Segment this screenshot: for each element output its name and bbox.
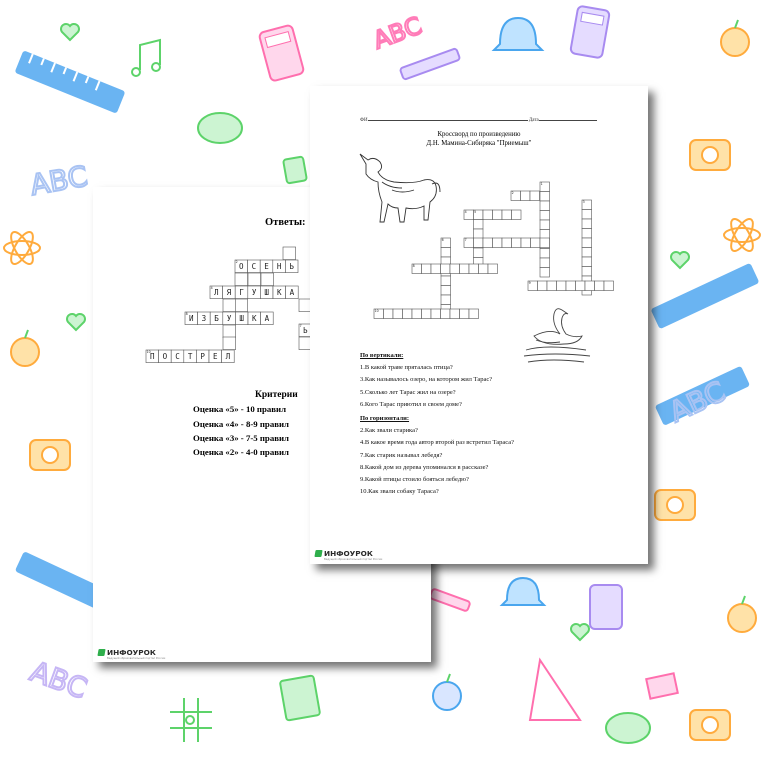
svg-text:Ь: Ь <box>289 262 294 272</box>
answer-cell <box>223 286 236 299</box>
horizontal-clue: 9.Какой птицы стоило бояться лебедю? <box>360 476 469 484</box>
crossword-cell <box>412 264 422 274</box>
svg-text:О: О <box>162 352 168 362</box>
svg-text:О: О <box>239 262 244 272</box>
crossword-cell <box>493 210 503 220</box>
crossword-cell <box>393 309 403 319</box>
palette-icon <box>198 113 242 143</box>
answer-cell <box>235 312 248 325</box>
svg-text:Л: Л <box>214 288 219 298</box>
crossword-cell <box>511 191 521 201</box>
crossword-cell <box>540 258 550 268</box>
crossword-cell <box>582 238 592 248</box>
crossword-cell <box>582 200 592 210</box>
answer-cell <box>235 286 248 299</box>
crossword-cell <box>595 281 605 291</box>
crossword-cell <box>488 264 498 274</box>
horizontal-heading: По горизонтали: <box>360 415 410 422</box>
atom-icon <box>4 229 40 267</box>
crossword-cell <box>464 238 474 248</box>
answer-cell <box>235 260 248 273</box>
answer-cell <box>273 286 286 299</box>
horizontal-clue: 8.Какой дом из дерева упоминался в рассказе? <box>360 463 489 471</box>
svg-text:2: 2 <box>235 260 238 265</box>
crossword-cell <box>540 249 550 259</box>
criteria-line: Оценка «5» - 10 правил <box>193 404 287 415</box>
svg-text:Ш: Ш <box>239 314 244 324</box>
svg-text:8: 8 <box>185 312 188 317</box>
svg-text:4: 4 <box>210 286 213 291</box>
crossword-cell <box>441 248 451 258</box>
crossword-cell <box>528 281 538 291</box>
crossword-page <box>310 86 648 564</box>
svg-text:Г: Г <box>239 288 244 298</box>
crossword-cell <box>540 201 550 211</box>
horizontal-clue: 10.Как звали собаку Тараса? <box>360 488 439 496</box>
abc-doodle-icon: ABC <box>664 374 731 429</box>
crossword-cell <box>441 264 451 274</box>
answer-cell <box>196 350 209 363</box>
book-icon <box>283 156 307 183</box>
svg-text:10: 10 <box>146 350 151 355</box>
answer-cell <box>146 350 159 363</box>
svg-text:8: 8 <box>412 264 415 269</box>
crossword-cell <box>540 182 550 192</box>
calculator-icon <box>590 585 622 629</box>
svg-text:6: 6 <box>441 238 444 243</box>
horizontal-clue: 4.В какое время года автор второй раз встретил Тараса? <box>360 439 515 447</box>
crossword-cell <box>474 220 484 230</box>
svg-text:7: 7 <box>299 324 302 329</box>
crossword-cell <box>540 211 550 221</box>
crossword-cell <box>483 210 493 220</box>
crossword-cell <box>512 238 522 248</box>
answer-cell <box>223 325 236 338</box>
calculator-icon <box>259 25 305 82</box>
svg-text:4: 4 <box>464 210 467 215</box>
svg-text:Е: Е <box>264 262 269 272</box>
answer-cell <box>248 286 261 299</box>
abc-doodle-icon: ABC <box>27 159 90 202</box>
criteria-title: Критерии <box>255 390 298 400</box>
crossword-cell <box>422 264 432 274</box>
answer-cell <box>210 312 223 325</box>
svg-text:С: С <box>251 262 257 272</box>
vertical-heading: По вертикали: <box>360 352 404 359</box>
apple-icon <box>11 330 39 366</box>
answer-cell <box>171 350 184 363</box>
heart-icon <box>671 252 689 268</box>
crossword-cell <box>474 229 484 239</box>
atom-icon <box>724 216 760 254</box>
crossword-cell <box>441 276 451 286</box>
envelope-icon <box>646 673 678 698</box>
crossword-cell <box>431 264 441 274</box>
criteria-line: Оценка «3» - 7-5 правил <box>193 432 289 443</box>
svg-text:К: К <box>252 314 257 324</box>
criteria-line: Оценка «2» - 4-0 правил <box>193 447 289 458</box>
inforurok-logo-icon <box>97 649 105 656</box>
vertical-clue: 3.Как называлось озеро, на котором жил Тарас? <box>360 376 493 384</box>
apple-icon <box>433 674 461 710</box>
svg-text:Р: Р <box>200 352 205 362</box>
svg-text:А: А <box>264 314 270 324</box>
apple-icon <box>721 20 749 56</box>
crossword-title: Кроссворд по произведению Д.Н. Мамина-Сибиряка "Приемыш" <box>426 131 532 147</box>
svg-text:5: 5 <box>474 210 477 215</box>
crossword-cell <box>469 264 479 274</box>
book-icon <box>280 675 320 720</box>
svg-text:7: 7 <box>464 238 467 243</box>
answer-cell <box>248 273 261 286</box>
camera-icon <box>690 140 730 170</box>
crossword-cell <box>441 286 451 296</box>
answer-cell <box>235 273 248 286</box>
camera-icon <box>690 710 730 740</box>
answer-cell <box>223 337 236 350</box>
svg-text:9: 9 <box>528 281 531 286</box>
svg-text:У: У <box>251 288 257 298</box>
ruler-icon <box>651 263 760 329</box>
answer-cell <box>283 247 296 260</box>
crossword-cell <box>582 229 592 239</box>
crossword-cell <box>582 219 592 229</box>
crossword-cell <box>374 309 384 319</box>
heart-icon <box>571 624 589 640</box>
apple-icon <box>728 596 756 632</box>
answer-cell <box>223 312 236 325</box>
answer-cell <box>260 260 273 273</box>
svg-text:Н: Н <box>276 262 282 272</box>
crossword-cell <box>460 264 470 274</box>
set-square-icon <box>530 660 580 720</box>
svg-text:А: А <box>289 288 295 298</box>
vertical-clue: 6.Кого Тарас приютил в своем доме? <box>360 400 462 408</box>
svg-text:1: 1 <box>540 182 543 187</box>
abc-doodle-icon: ABC <box>369 11 426 55</box>
answer-cell <box>184 350 197 363</box>
crossword-cell <box>502 238 512 248</box>
bell-icon <box>502 578 544 605</box>
inforurok-logo-icon <box>314 550 322 557</box>
crossword-cell <box>441 238 451 248</box>
crossword-cell <box>460 309 470 319</box>
svg-text:У: У <box>226 314 232 324</box>
ruler-icon <box>15 50 126 113</box>
svg-text:К: К <box>277 288 282 298</box>
crossword-cell <box>540 268 550 278</box>
crossword-cell <box>540 238 550 248</box>
answer-cell <box>248 312 261 325</box>
crossword-cell <box>493 238 503 248</box>
answer-cell <box>185 312 198 325</box>
crossword-cell <box>450 309 460 319</box>
horizontal-clue: 2.Как звали старика? <box>360 427 418 435</box>
crossword-cell <box>585 281 595 291</box>
crossword-cell <box>582 267 592 277</box>
answer-cell <box>210 286 223 299</box>
heart-icon <box>61 24 79 40</box>
crossword-cell <box>441 295 451 305</box>
crossword-cell <box>521 238 531 248</box>
answers-title: Ответы: <box>265 217 306 228</box>
crossword-cell <box>512 210 522 220</box>
svg-text:Л: Л <box>225 352 231 362</box>
svg-text:И: И <box>189 314 194 324</box>
crossword-cell <box>479 264 489 274</box>
svg-text:З: З <box>201 314 207 324</box>
crossword-cell <box>384 309 394 319</box>
crossword-cell <box>604 281 614 291</box>
answer-cell <box>248 260 261 273</box>
answer-cell <box>198 312 211 325</box>
camera-icon <box>30 440 70 470</box>
crossword-cell <box>582 248 592 258</box>
svg-text:10: 10 <box>374 309 379 314</box>
abc-doodle-icon: ABC <box>25 654 92 706</box>
crossword-cell <box>431 309 441 319</box>
crossword-cell <box>474 238 484 248</box>
vertical-clue: 1.В какой траве пряталась птица? <box>360 364 453 372</box>
crossword-cell <box>530 191 540 201</box>
crossword-cell <box>464 210 477 220</box>
crossword-cell <box>441 309 451 319</box>
crossword-cell <box>474 210 484 220</box>
palette-icon <box>606 713 650 743</box>
crossword-cell <box>469 309 479 319</box>
crossword-cell <box>566 281 576 291</box>
crossword-cell <box>576 281 586 291</box>
horizontal-clue: 7.Как старик называл лебедя? <box>360 451 443 459</box>
answer-cell <box>235 299 248 312</box>
svg-text:3: 3 <box>582 200 585 205</box>
svg-text:С: С <box>175 352 180 362</box>
crossword-cell <box>582 257 592 267</box>
pencil-icon <box>400 48 460 80</box>
answer-cell <box>261 312 274 325</box>
svg-text:Я: Я <box>226 288 232 298</box>
criteria-line: Оценка «4» - 8-9 правил <box>193 418 289 429</box>
crossword-cell <box>547 281 557 291</box>
crossword-cell <box>540 192 550 202</box>
heart-icon <box>67 314 85 330</box>
crossword-cell <box>502 210 512 220</box>
svg-text:Б: Б <box>214 314 219 324</box>
crossword-cell <box>557 281 567 291</box>
bell-icon <box>494 18 542 50</box>
answer-cell <box>222 350 235 363</box>
svg-text:2: 2 <box>511 191 514 196</box>
crossword-cell <box>422 309 432 319</box>
calculator-icon <box>570 6 610 59</box>
pencil-icon <box>429 588 470 611</box>
crossword-cell <box>521 191 531 201</box>
answer-cell <box>223 299 236 312</box>
crossword-cell <box>531 238 541 248</box>
svg-text:Ш: Ш <box>264 288 269 298</box>
answer-cell <box>273 260 286 273</box>
answer-cell <box>285 260 298 273</box>
svg-text:Т: Т <box>187 352 193 362</box>
music-note-icon <box>132 40 160 76</box>
horizontal-clues <box>360 413 630 498</box>
crossword-cell <box>412 309 422 319</box>
crossword-cell <box>540 220 550 230</box>
crossword-cell <box>474 248 484 258</box>
svg-text:Ь: Ь <box>303 326 308 336</box>
answer-cell <box>261 273 274 286</box>
svg-text:П: П <box>150 352 155 362</box>
tic-tac-toe-icon <box>170 698 212 742</box>
camera-icon <box>655 490 695 520</box>
crossword-cell <box>540 230 550 240</box>
answer-cell <box>286 286 299 299</box>
crossword-cell <box>403 309 413 319</box>
answer-cell <box>159 350 172 363</box>
vertical-clues <box>360 350 630 411</box>
header-fio-date: ФИ Дата <box>360 118 625 123</box>
inforurok-logo: ИНФОУРОК Ведущий образовательный портал России <box>98 648 156 657</box>
answer-cell <box>260 286 273 299</box>
crossword-cell <box>582 210 592 220</box>
vertical-clue: 5.Сколько лет Тарас жил на озере? <box>360 388 456 396</box>
crossword-cell <box>450 264 460 274</box>
svg-text:Е: Е <box>213 352 218 362</box>
answer-cell <box>209 350 222 363</box>
crossword-cell <box>483 238 493 248</box>
inforurok-logo: ИНФОУРОК Ведущий образовательный портал России <box>315 549 373 558</box>
crossword-cell <box>538 281 548 291</box>
